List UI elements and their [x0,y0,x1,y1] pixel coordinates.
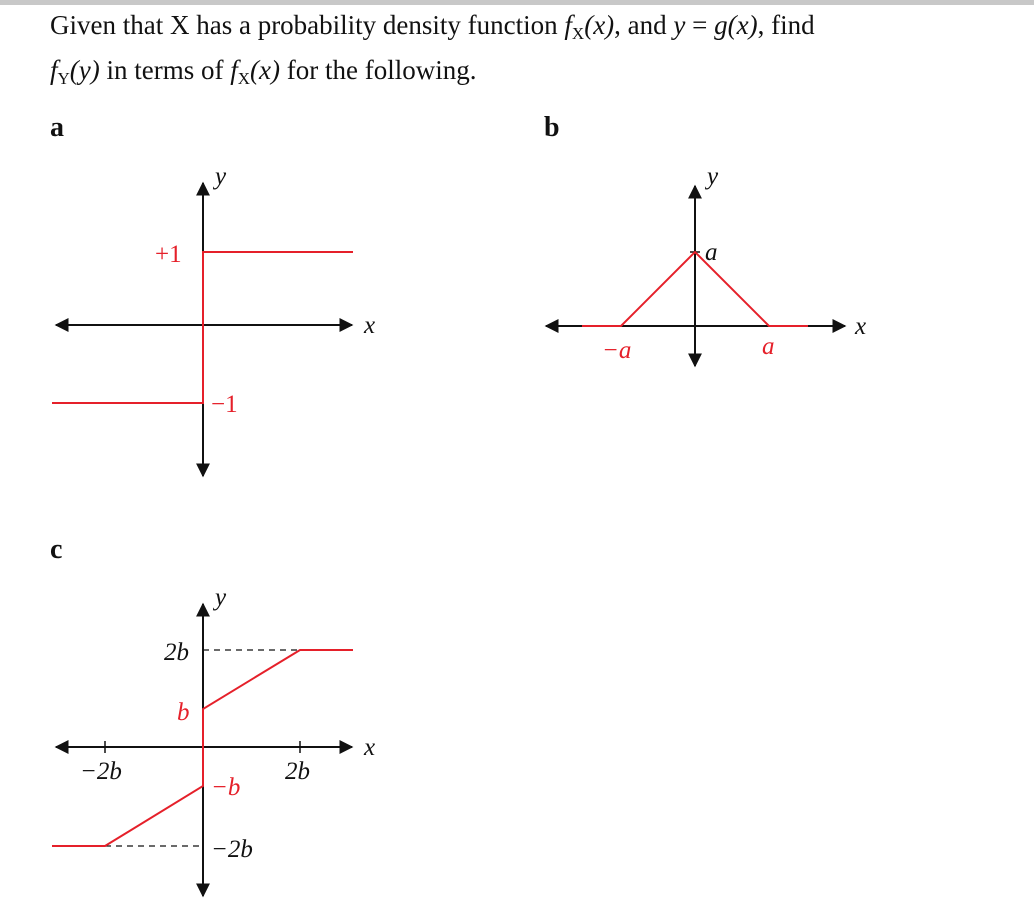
fx2-symbol: f [230,55,238,85]
c-y-top-label: 2b [164,639,189,666]
c-y-label: y [215,584,227,611]
part-a-label: a [50,112,64,143]
question-text-4: in terms of [99,55,231,85]
part-b-label: b [544,112,560,143]
question-text-3: , find [757,10,815,40]
c-x-neg-label: −2b [80,758,122,785]
fx-subscript: X [571,24,585,43]
y-symbol: y [673,10,686,40]
c-y-jump-pos-label: b [177,699,190,726]
fx-argument: (x) [584,10,615,40]
figure-b [546,163,866,366]
a-y-label: y [215,163,227,190]
a-x-label: x [364,312,376,339]
b-y-label: y [707,163,719,190]
c-x-pos-label: 2b [285,758,310,785]
fx2-subscript: X [237,69,251,88]
question-text-2: , and [614,10,674,40]
fy-symbol: f [50,55,58,85]
a-lower-level-label: −1 [211,391,238,418]
fx2-argument: (x) [250,55,281,85]
b-peak-label: a [705,239,718,266]
part-c-label: c [50,534,63,565]
c-y-jump-neg-label: −b [211,774,241,801]
b-neg-root-label: −a [602,337,632,364]
g-of-x: g(x) [714,10,758,40]
figure-c [52,584,375,896]
c-y-bottom-label: −2b [211,836,253,863]
figure-a [52,163,375,476]
a-upper-level-label: +1 [155,241,182,268]
equals-sign: = [685,10,715,40]
question-text-5: for the following. [280,55,477,85]
fy-subscript: Y [57,69,70,88]
fx-symbol: f [564,10,572,40]
fy-argument: (y) [69,55,100,85]
b-pos-root-label: a [762,333,775,360]
question-text-1: Given that X has a probability density function [50,10,565,40]
c-x-label: x [364,734,376,761]
b-x-label: x [855,313,867,340]
a-step-curve [52,252,353,403]
